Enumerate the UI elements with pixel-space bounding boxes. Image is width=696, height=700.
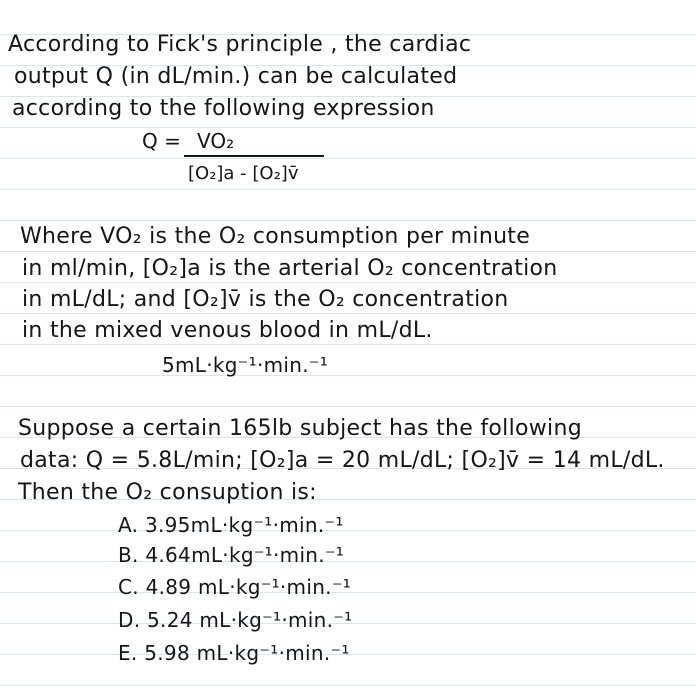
formula-numerator: VO₂ [197, 129, 235, 153]
definition-line-1: Where VO₂ is the O₂ consumption per minute [20, 224, 531, 249]
units-note: 5mL·kg⁻¹·min.⁻¹ [162, 353, 329, 377]
intro-line-2: output Q (in dL/min.) can be calculated [14, 64, 458, 89]
formula-denominator: [O₂]a - [O₂]v̄ [188, 163, 299, 184]
definition-line-2: in ml/min, [O₂]a is the arterial O₂ concentration [22, 256, 558, 281]
formula-lhs: Q = [142, 129, 181, 153]
option-c: C. 4.89 mL·kg⁻¹·min.⁻¹ [118, 575, 352, 599]
option-a: A. 3.95mL·kg⁻¹·min.⁻¹ [118, 513, 344, 537]
question-line-3: Then the O₂ consuption is: [18, 480, 317, 505]
intro-line-3: according to the following expression [12, 96, 435, 121]
fraction-bar [184, 155, 324, 157]
definition-line-3: in mL/dL; and [O₂]v̄ is the O₂ concentration [22, 287, 509, 312]
fick-formula [142, 128, 342, 190]
option-e: E. 5.98 mL·kg⁻¹·min.⁻¹ [118, 641, 350, 665]
question-line-2: data: Q = 5.8L/min; [O₂]a = 20 mL/dL; [O₂]v̄ = 14 mL/dL. [20, 448, 665, 473]
question-line-1: Suppose a certain 165lb subject has the following [18, 416, 582, 441]
intro-line-1: According to Fick's principle , the cardiac [8, 32, 472, 57]
option-b: B. 4.64mL·kg⁻¹·min.⁻¹ [118, 543, 345, 567]
option-d: D. 5.24 mL·kg⁻¹·min.⁻¹ [118, 608, 353, 632]
definition-line-4: in the mixed venous blood in mL/dL. [22, 318, 433, 343]
